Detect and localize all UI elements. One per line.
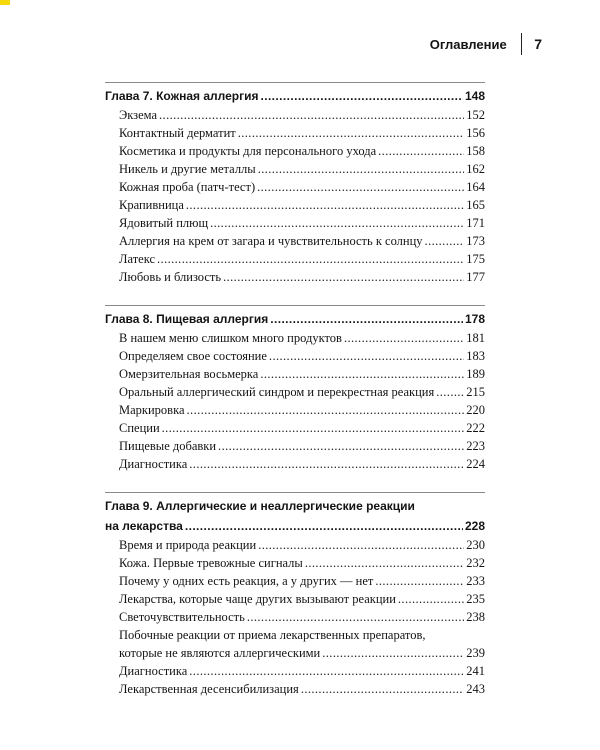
dot-leader <box>189 662 464 680</box>
running-head <box>430 33 542 55</box>
dot-leader <box>344 329 464 347</box>
entry-title-line2: которые не являются аллергическими <box>119 646 321 660</box>
toc-entry <box>105 329 485 347</box>
dot-leader <box>157 250 464 268</box>
entry-title: Любовь и близость <box>119 270 222 284</box>
entry-title: Пищевые добавки <box>119 439 217 453</box>
dot-leader <box>269 347 464 365</box>
entry-page: 165 <box>466 198 485 212</box>
toc-entry <box>105 196 485 214</box>
entry-page: 183 <box>466 349 485 363</box>
entry-page: 233 <box>466 574 485 588</box>
chapter-page: 228 <box>464 519 485 533</box>
entry-title: Кожа. Первые тревожные сигналы <box>119 556 303 570</box>
toc-entry <box>105 536 485 554</box>
dot-leader <box>258 536 464 554</box>
chapter-title-line2: на лекарства <box>105 519 183 533</box>
entry-page: 232 <box>466 556 485 570</box>
page-number: 7 <box>534 36 542 52</box>
entry-title: Омерзительная восьмерка <box>119 367 259 381</box>
dot-leader <box>378 142 464 160</box>
entry-page: 239 <box>466 646 485 660</box>
dot-leader <box>436 383 464 401</box>
entry-page: 162 <box>466 162 485 176</box>
chapter-heading <box>105 86 485 106</box>
toc-entry <box>105 455 485 473</box>
toc-entry <box>105 347 485 365</box>
toc-entry <box>105 160 485 178</box>
toc-entry <box>105 680 485 698</box>
dot-leader <box>247 608 464 626</box>
entry-title: Время и природа реакции <box>119 538 257 552</box>
entry-page: 158 <box>466 144 485 158</box>
entry-title: Латекс <box>119 252 156 266</box>
entry-page: 177 <box>466 270 485 284</box>
entry-title: Специи <box>119 421 160 435</box>
dot-leader <box>210 214 464 232</box>
toc-entry <box>105 608 485 626</box>
entry-title: Лекарственная десенсибилизация <box>119 682 299 696</box>
entry-title: Никель и другие металлы <box>119 162 256 176</box>
chapter-page: 148 <box>464 89 485 103</box>
chapter-heading <box>105 496 485 536</box>
entry-title: Определяем свое состояние <box>119 349 267 363</box>
toc-entry <box>105 383 485 401</box>
dot-leader <box>375 572 464 590</box>
toc-entry <box>105 124 485 142</box>
entry-title: Крапивница <box>119 198 184 212</box>
entry-title: Диагностика <box>119 664 188 678</box>
toc-entry <box>105 178 485 196</box>
entry-page: 220 <box>466 403 485 417</box>
toc-entry <box>105 268 485 286</box>
corner-color-mark <box>0 0 10 5</box>
dot-leader <box>187 401 465 419</box>
dot-leader <box>186 196 464 214</box>
chapter-title: Глава 7. Кожная аллергия <box>105 89 259 103</box>
entry-page: 235 <box>466 592 485 606</box>
toc-entry <box>105 365 485 383</box>
toc-entry <box>105 572 485 590</box>
running-head-section: Оглавление <box>429 36 507 52</box>
toc-entry <box>105 554 485 572</box>
toc-entry <box>105 214 485 232</box>
chapter-8 <box>105 305 485 473</box>
entry-title: Оральный аллергический синдром и перекрестная реакция <box>119 385 435 399</box>
toc-entry <box>105 437 485 455</box>
entry-page: 222 <box>466 421 485 435</box>
entry-title: Кожная проба (патч-тест) <box>119 180 256 194</box>
entry-page: 175 <box>466 252 485 266</box>
entry-page: 189 <box>466 367 485 381</box>
dot-leader <box>218 437 464 455</box>
entry-page: 224 <box>466 457 485 471</box>
entry-title: Диагностика <box>119 457 188 471</box>
entry-title: Контактный дерматит <box>119 126 236 140</box>
chapter-page: 178 <box>464 312 485 326</box>
toc-entry <box>105 232 485 250</box>
entry-page: 241 <box>466 664 485 678</box>
entry-title: Маркировка <box>119 403 185 417</box>
dot-leader <box>189 455 464 473</box>
dot-leader <box>260 365 464 383</box>
dot-leader <box>301 680 464 698</box>
dot-leader <box>162 419 465 437</box>
entry-page: 171 <box>466 216 485 230</box>
chapter-9 <box>105 492 485 698</box>
entry-page: 156 <box>466 126 485 140</box>
chapter-title-line1: Глава 9. Аллергические и неаллергические реакции <box>105 499 415 513</box>
dot-leader <box>223 268 464 286</box>
entry-page: 215 <box>466 385 485 399</box>
toc-entry <box>105 250 485 268</box>
chapter-title: Глава 8. Пищевая аллергия <box>105 312 269 326</box>
chapter-heading <box>105 309 485 329</box>
entry-title-line1: Побочные реакции от приема лекарственных препаратов, <box>119 628 426 642</box>
entry-title: Аллергия на крем от загара и чувствительность к солнцу <box>119 234 423 248</box>
dot-leader <box>305 554 464 572</box>
entry-page: 152 <box>466 108 485 122</box>
toc-entry <box>105 401 485 419</box>
toc-entry <box>105 106 485 124</box>
toc-entry <box>105 662 485 680</box>
entry-title: Косметика и продукты для персонального ухода <box>119 144 377 158</box>
dot-leader <box>258 160 465 178</box>
entry-page: 173 <box>466 234 485 248</box>
dot-leader <box>270 309 463 329</box>
entry-page: 164 <box>466 180 485 194</box>
entry-title: Почему у одних есть реакция, а у других — нет <box>119 574 374 588</box>
dot-leader <box>425 232 465 250</box>
dot-leader <box>260 86 462 106</box>
toc-entry <box>105 419 485 437</box>
dot-leader <box>257 178 464 196</box>
dot-leader <box>185 516 463 536</box>
dot-leader <box>159 106 464 124</box>
toc-entry <box>105 626 485 662</box>
table-of-contents <box>105 82 485 717</box>
entry-title: Светочувствительность <box>119 610 245 624</box>
running-head-divider <box>521 33 523 55</box>
dot-leader <box>322 644 464 662</box>
entry-page: 230 <box>466 538 485 552</box>
entry-page: 181 <box>466 331 485 345</box>
dot-leader <box>238 124 465 142</box>
dot-leader <box>398 590 464 608</box>
toc-entry <box>105 142 485 160</box>
entry-title: Ядовитый плющ <box>119 216 209 230</box>
entry-title: Экзема <box>119 108 158 122</box>
entry-page: 223 <box>466 439 485 453</box>
entry-title: В нашем меню слишком много продуктов <box>119 331 342 345</box>
entry-page: 238 <box>466 610 485 624</box>
entry-title: Лекарства, которые чаще других вызывают реакции <box>119 592 396 606</box>
entry-page: 243 <box>466 682 485 696</box>
chapter-7 <box>105 82 485 286</box>
toc-entry <box>105 590 485 608</box>
